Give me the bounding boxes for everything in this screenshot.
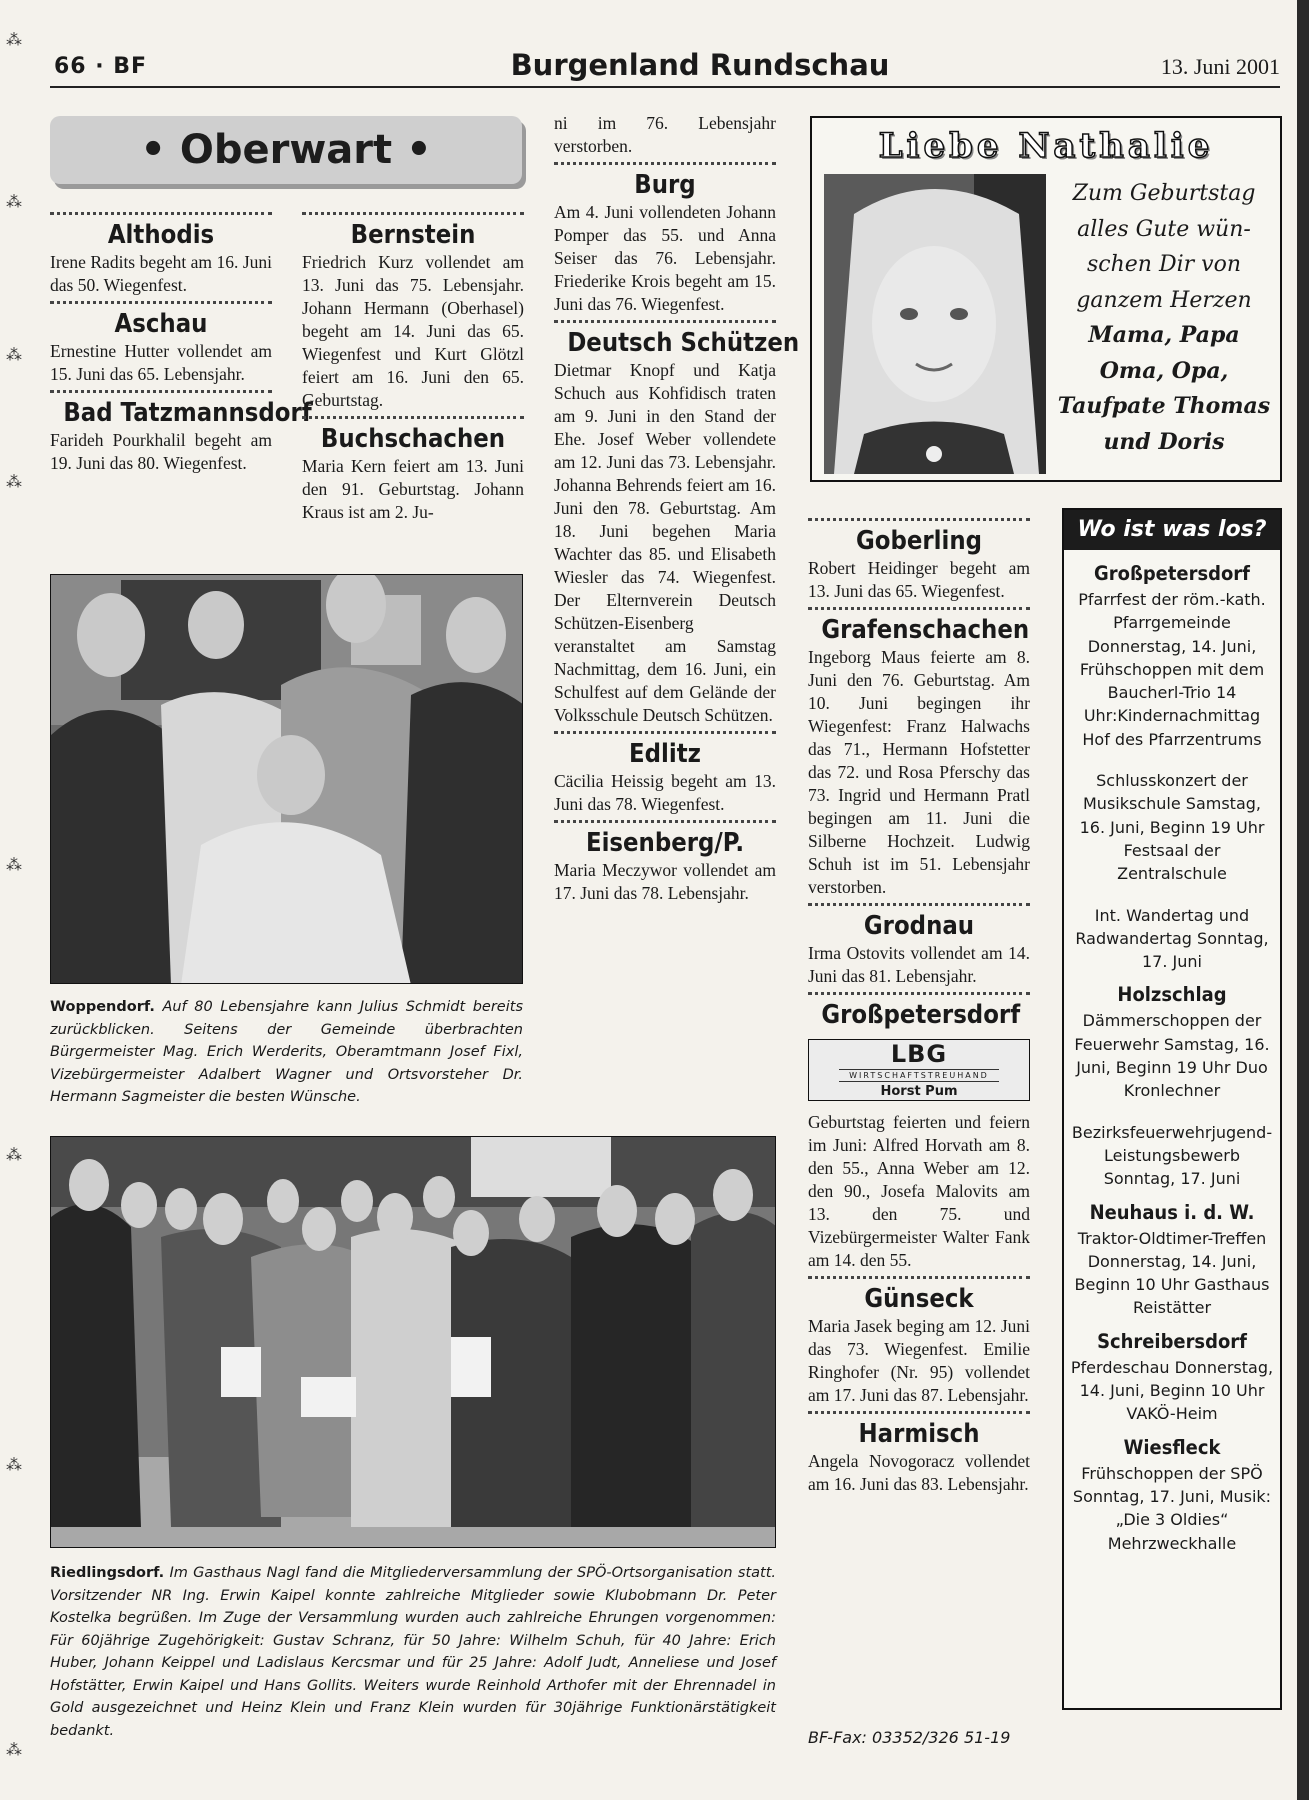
binding-mark: ⁂ bbox=[6, 1145, 22, 1164]
event-item: Frühschoppen der SPÖ Sonntag, 17. Juni, Musik: „Die 3 Oldies“ Mehrzweckhalle bbox=[1072, 1463, 1272, 1553]
greeting-line: und Doris bbox=[1103, 428, 1225, 455]
dotted-divider bbox=[808, 992, 1030, 995]
dotted-divider bbox=[808, 607, 1030, 610]
dotted-divider bbox=[554, 162, 776, 165]
notice-text: Irene Radits begeht am 16. Juni das 50. Wiegenfest. bbox=[50, 252, 272, 295]
notice-section bbox=[554, 162, 776, 316]
binding-mark: ⁂ bbox=[6, 1740, 22, 1759]
group-photo-image bbox=[51, 575, 523, 984]
event-item: Pferdeschau Donnerstag, 14. Juni, Beginn 10 Uhr VAKÖ-Heim bbox=[1070, 1357, 1274, 1424]
child-photo bbox=[824, 174, 1046, 474]
notice-text: Ernestine Hutter vollendet am 15. Juni das 65. Lebensjahr. bbox=[50, 341, 272, 384]
column-4 bbox=[808, 514, 1030, 1498]
notice-section bbox=[554, 731, 776, 816]
logo-subtitle: WIRTSCHAFTSTREUHAND bbox=[839, 1069, 999, 1082]
column-3 bbox=[554, 112, 800, 907]
place-heading: Grafenschachen bbox=[821, 615, 1030, 645]
place-heading: Eisenberg/P. bbox=[585, 828, 745, 858]
events-box bbox=[1062, 508, 1282, 1710]
notice-text: Farideh Pourkhalil begeht am 19. Juni das 80. Wiegenfest. bbox=[50, 430, 272, 473]
fax-number: BF-Fax: 03352/326 51-19 bbox=[808, 1728, 1011, 1747]
notice-section bbox=[808, 903, 1030, 988]
caption-text: Auf 80 Lebensjahre kann Julius Schmidt bereits zurückblicken. Seitens der Gemeinde überbrachten Bürgermeister Mag. Erich Werderits, Oberamtmann Josef Fixl, Vizebürgermeister Adalbert Wagner und Ortsvorsteher Dr. Hermann Sagmeister die besten Wünsche. bbox=[50, 999, 524, 1105]
notice-section bbox=[302, 416, 524, 524]
greeting-line: ganzem Herzen bbox=[1076, 287, 1252, 313]
photo-caption bbox=[50, 996, 523, 1109]
notice-text: ni im 76. Lebensjahr verstorben. bbox=[554, 113, 776, 156]
photo-riedlingsdorf bbox=[50, 1136, 776, 1548]
child-portrait-image bbox=[824, 174, 1046, 474]
place-heading: Großpetersdorf bbox=[821, 1000, 1021, 1030]
notice-section bbox=[554, 320, 800, 727]
notice-text: Angela Novogoracz vollendet am 16. Juni das 83. Lebensjahr. bbox=[808, 1451, 1030, 1494]
event-item: Dämmerschoppen der Feuerwehr Samstag, 16. Juni, Beginn 19 Uhr Duo Kronlechner bbox=[1074, 1011, 1270, 1101]
dotted-divider bbox=[554, 320, 776, 323]
binding-mark: ⁂ bbox=[6, 472, 22, 491]
notice-text: Maria Meczywor vollendet am 17. Juni das 78. Lebensjahr. bbox=[554, 860, 776, 903]
notice-text: Am 4. Juni vollendeten Johann Pomper das 55. und Anna Seiser das 76. Lebensjahr. Friederike Krois begeht am 15. Juni das 76. Wiegenfest. bbox=[554, 202, 776, 314]
place-heading: Aschau bbox=[114, 309, 208, 339]
greeting-line: Taufpate Thomas bbox=[1057, 393, 1271, 419]
greeting-line: Mama, Papa bbox=[1088, 322, 1240, 348]
scan-edge bbox=[1297, 0, 1309, 1800]
event-item: Bezirksfeuerwehrjugend-Leistungsbewerb Sonntag, 17. Juni bbox=[1071, 1122, 1273, 1189]
notice-section bbox=[808, 992, 1030, 1031]
group-photo-image bbox=[51, 1137, 776, 1548]
place-heading: Althodis bbox=[107, 220, 215, 250]
event-item: Traktor-Oldtimer-Treffen Donnerstag, 14. Juni, Beginn 10 Uhr Gasthaus Reistätter bbox=[1074, 1228, 1270, 1318]
notice-text: Cäcilia Heissig begeht am 13. Juni das 78. Wiegenfest. bbox=[554, 771, 776, 814]
place-heading: Günseck bbox=[864, 1284, 974, 1314]
event-item: Int. Wandertag und Radwandertag Sonntag, 17. Juni bbox=[1075, 905, 1269, 972]
place-heading: Burg bbox=[634, 170, 696, 200]
notice-section bbox=[302, 212, 524, 412]
place-heading: Buchschachen bbox=[320, 424, 506, 454]
greeting-line: Oma, Opa, bbox=[1099, 357, 1229, 384]
notice-text: Maria Jasek beging am 12. Juni das 73. Wiegenfest. Emilie Ringhofer (Nr. 95) vollendet am 17. Juni das 87. Lebensjahr. bbox=[808, 1316, 1030, 1405]
column-2 bbox=[302, 208, 524, 526]
event-place: Holzschlag bbox=[1117, 983, 1227, 1007]
place-heading: Bad Tatzmannsdorf bbox=[63, 398, 312, 428]
notice-section bbox=[808, 1111, 1030, 1272]
event-item: Pfarrfest der röm.-kath. Pfarrgemeinde Donnerstag, 14. Juni, Frühschoppen mit dem Baucherl-Trio 14 Uhr:Kindernachmittag Hof des Pfarrzentrums bbox=[1078, 590, 1266, 749]
notice-section bbox=[50, 212, 272, 297]
place-heading: Bernstein bbox=[350, 220, 476, 250]
notice-text: Dietmar Knopf und Katja Schuch aus Kohfidisch traten am 9. Juni in den Stand der Ehe. Josef Weber vollendete am 12. Juni das 73. Lebensjahr. Johanna Behrends feiert am 16. Juni den 78. Geburtstag. Am 18. Juni begehen Maria Wachter das 85. und Elisabeth Wiesler das 74. Wiegenfest. Der Elternverein Deutsch Schützen-Eisenberg veranstaltet am Samstag Nachmittag, dem 16. Juni, ein Schulfest auf dem Gelände der Volksschule Deutsch Schützen. bbox=[554, 360, 776, 725]
event-place: Schreibersdorf bbox=[1097, 1329, 1247, 1353]
caption-place: Riedlingsdorf. bbox=[50, 1565, 165, 1581]
logo-name: Horst Pum bbox=[880, 1084, 958, 1099]
dotted-divider bbox=[554, 731, 776, 734]
notice-text: Irma Ostovits vollendet am 14. Juni das 81. Lebensjahr. bbox=[808, 943, 1030, 986]
notice-text: Friedrich Kurz vollendet am 13. Juni das 75. Lebensjahr. Johann Hermann (Oberhasel) begeht am 14. Juni das 65. Wiegenfest und Kurt Glötzl feiert am 16. Juni den 65. Geburtstag. bbox=[302, 252, 524, 410]
events-list bbox=[1064, 550, 1280, 1555]
dotted-divider bbox=[808, 903, 1030, 906]
issue-date: 13. Juni 2001 bbox=[1160, 54, 1280, 79]
greeting-line: schen Dir von bbox=[1087, 252, 1241, 277]
dotted-divider bbox=[50, 390, 272, 393]
binding-mark: ⁂ bbox=[6, 192, 22, 211]
sponsor-logo bbox=[808, 1039, 1030, 1101]
place-heading: Edlitz bbox=[629, 739, 701, 769]
dotted-divider bbox=[302, 212, 524, 215]
column-1 bbox=[50, 208, 312, 477]
dotted-divider bbox=[50, 212, 272, 215]
region-title: • Oberwart • bbox=[140, 127, 432, 173]
photo-caption bbox=[50, 1562, 776, 1742]
notice-section bbox=[808, 518, 1030, 603]
notice-section bbox=[50, 301, 272, 386]
notice-section bbox=[808, 607, 1030, 899]
notice-text: Geburtstag feierten und feiern im Juni: Alfred Horvath am 8. den 55., Anna Weber am 12. den 90., Josefa Malovits am 13. den 75. und Vizebürgermeister Walter Fank am 14. den 55. bbox=[808, 1112, 1030, 1270]
event-item: Schlusskonzert der Musikschule Samstag, 16. Juni, Beginn 19 Uhr Festsaal der Zentralschule bbox=[1079, 771, 1265, 884]
dotted-divider bbox=[50, 301, 272, 304]
notice-text: Robert Heidinger begeht am 13. Juni das 65. Wiegenfest. bbox=[808, 558, 1030, 601]
binding-mark: ⁂ bbox=[6, 855, 22, 874]
event-place: Großpetersdorf bbox=[1094, 562, 1250, 585]
page-number: 66 · BF bbox=[54, 54, 148, 79]
page-header bbox=[50, 48, 1280, 88]
binding-mark: ⁂ bbox=[6, 1455, 22, 1474]
notice-section bbox=[554, 820, 776, 905]
greeting-line: Zum Geburtstag bbox=[1072, 181, 1256, 206]
notice-section bbox=[808, 1411, 1030, 1496]
dotted-divider bbox=[302, 416, 524, 419]
paper-title: Burgenland Rundschau bbox=[510, 48, 890, 82]
dotted-divider bbox=[808, 1276, 1030, 1279]
notice-text: Ingeborg Maus feierte am 8. Juni den 76. Geburtstag. Am 10. Juni begingen ihr Wiegenfest: Franz Halwachs das 71., Hermann Hofstetter das 72. und Rosa Pferschy das 73. Ingrid und Hermann Pratl begingen am 11. Juni die Silberne Hochzeit. Ludwig Schuh ist im 51. Lebensjahr verstorben. bbox=[808, 647, 1030, 897]
region-banner bbox=[50, 116, 522, 184]
dotted-divider bbox=[808, 1411, 1030, 1414]
place-heading: Harmisch bbox=[858, 1419, 980, 1449]
photo-woppendorf bbox=[50, 574, 523, 984]
place-heading: Deutsch Schützen bbox=[567, 328, 800, 358]
events-title: Wo ist was los? bbox=[1064, 510, 1280, 550]
place-heading: Grodnau bbox=[863, 911, 975, 941]
greeting-title: Liebe Nathalie bbox=[878, 126, 1214, 166]
binding-mark: ⁂ bbox=[6, 345, 22, 364]
caption-place: Woppendorf. bbox=[50, 999, 155, 1015]
dotted-divider bbox=[554, 820, 776, 823]
caption-text: Im Gasthaus Nagl fand die Mitgliederversammlung der SPÖ-Ortsorganisation statt. Vorsitzender NR Ing. Erwin Kaipel konnte zahlreiche Mitglieder sowie Klubobmann Dr. Peter Kostelka begrüßen. Im Zuge der Versammlung wurden auch zahlreiche Ehrungen vorgenommen: Für 60jährige Zugehörigkeit: Gustav Schranz, für 50 Jahre: Wilhelm Schuh, für 40 Jahre: Erich Huber, Johann Keippel und Ladislaus Kercsmar und für 25 Jahre: Adolf Judt, Anneliese und Josef Hofstätter, Erwin Kaipel und Hans Gollits. Weiters wurde Reinhold Arthofer mit der Ehrennadel in Gold ausgezeichnet und Heinz Klein und Franz Klein wurden für 30jährige Funktionärstätigkeit bedankt. bbox=[50, 1565, 776, 1739]
binding-mark: ⁂ bbox=[6, 30, 22, 49]
greeting-line: alles Gute wün- bbox=[1077, 216, 1251, 242]
greeting-text bbox=[1050, 176, 1278, 460]
event-place: Neuhaus i. d. W. bbox=[1089, 1200, 1255, 1224]
dotted-divider bbox=[808, 518, 1030, 521]
event-place: Wiesfleck bbox=[1123, 1435, 1221, 1459]
logo-mark: LBG bbox=[890, 1040, 948, 1068]
notice-section bbox=[808, 1276, 1030, 1407]
place-heading: Goberling bbox=[855, 526, 983, 556]
notice-section bbox=[50, 390, 312, 475]
notice-text: Maria Kern feiert am 13. Juni den 91. Geburtstag. Johann Kraus ist am 2. Ju- bbox=[302, 456, 524, 522]
birthday-greeting bbox=[810, 116, 1282, 482]
